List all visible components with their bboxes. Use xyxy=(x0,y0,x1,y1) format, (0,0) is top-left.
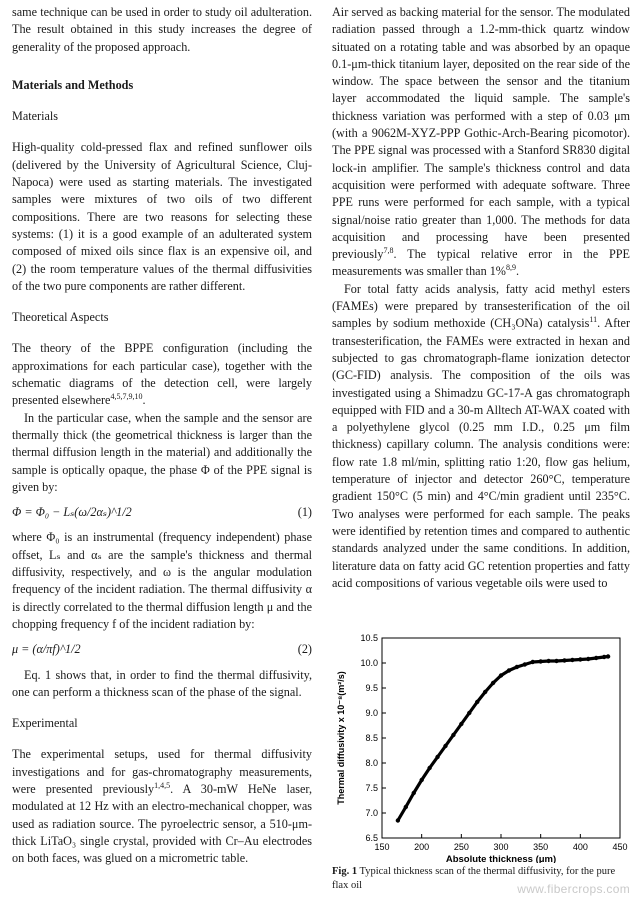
theory-paragraph-4: Eq. 1 shows that, in order to find the thermal diffusivity, one can perform a thickness scan of the phase of the signal. xyxy=(12,667,312,699)
y-tick-label: 10.0 xyxy=(360,658,378,668)
intro-paragraph: same technique can be used in order to study oil adulteration. The result obtained in this study increases the degree of generality of the proposed approach. xyxy=(12,5,312,54)
equation-2 xyxy=(12,641,312,658)
theory-paragraph-2: In the particular case, when the sample and the sensor are thermally thick (the geometrical thickness is larger than the thermal diffusion length in the material) and additionally the sample is optically opaque, the phase Φ of the PPE signal is given by: xyxy=(12,410,312,494)
series-line xyxy=(398,657,608,821)
experimental-paragraph: The experimental setups, used for thermal diffusivity investigations and for gas-chromatography measurements, were presented previously$^{1,4,5}$. A 30-mW HeNe laser, modulated at 12 Hz with an electro-mechanical chopper, was used as radiation source. The pyroelectric sensor, a 510-μm-thick LiTaO₃ single crystal, provided with Cr–Au electrodes on both faces, was glued on a micrometric table. xyxy=(12,747,313,866)
right-column xyxy=(332,4,630,592)
section-heading-materials-methods: Materials and Methods xyxy=(12,77,134,92)
x-tick-label: 450 xyxy=(612,842,628,852)
citation: 8,9 xyxy=(505,263,516,273)
equation-1 xyxy=(12,504,312,521)
equation-1-number: (1) xyxy=(297,505,312,520)
plot-frame xyxy=(382,638,620,838)
citation: 1,4,5 xyxy=(154,780,171,790)
x-tick-label: 250 xyxy=(453,842,469,852)
x-tick-label: 300 xyxy=(493,842,509,852)
subheading-experimental: Experimental xyxy=(12,716,78,731)
x-tick-label: 400 xyxy=(572,842,588,852)
fame-paragraph: For total fatty acids analysis, fatty acid methyl esters (FAMEs) were prepared by transesterification of the oil samples by sodium methoxide (CH₃ONa) catalysis$^{11}$. After transesterification, the FAMEs were extracted in hexan and subjected to gas chromatograph-flame ionization detector (GC-FID) analysis. The composition of the oils was investigated using a Shimadzu GC-17-A gas chromatograph equipped with FID and a 30-m Alltech AT-WAX coated with a polyethylene glycol (0.25 mm I.D., 0.25 μm film thickness) capillary column. The analysis conditions were: flow rate 1.8 ml/min, splitting ratio 1:20, flow gas helium, temperature of injector and detector 260°C, temperature gradient 150°C (5 min) and 4°C/min gradient until 235°C. Two analyses were performed for each sample. The peaks were identified by retention times and compared to authentic standards analyzed under the same conditions. In addition, literature data on fatty acid GC retention properties and fatty acid compositions of various vegetable oils were used to xyxy=(332,281,631,590)
y-tick-label: 7.5 xyxy=(365,783,378,793)
x-tick-label: 150 xyxy=(374,842,390,852)
y-tick-label: 9.5 xyxy=(365,683,378,693)
equation-2-number: (2) xyxy=(297,642,312,657)
figure-1-chart xyxy=(332,628,630,863)
theory-paragraph-3: where Φ₀ is an instrumental (frequency independent) phase offset, Lₛ and αₛ are the sample's thickness and thermal diffusivity, respectively, and ω is the angular modulation frequency of the incident radiation. The thermal diffusivity α is directly correlated to the thermal diffusion length μ and the chopping frequency f of the incident radiation by: xyxy=(12,530,312,631)
x-tick-label: 200 xyxy=(414,842,430,852)
materials-paragraph: High-quality cold-pressed flax and refined sunflower oils (delivered by the University of Agricultural Science, Cluj-Napoca) were used as starting materials. The investigated samples were mixtures of two oils of two different compositions. There are two reasons for selecting these systems: (1) it is a good example of an adulterated system composed of mixed oils since flax is an expensive oil, and (2) the room temperature values of the thermal diffusivities of the two pure components are rather different. xyxy=(12,140,312,293)
y-tick-label: 10.5 xyxy=(360,633,378,643)
chart-svg xyxy=(332,628,630,863)
watermark: www.fibercrops.com xyxy=(517,882,630,896)
theory-paragraph-1: The theory of the BPPE configuration (including the approximations for each particular case), together with the schematic diagrams of the detection cell, were largely presented elsewhere$^{4,5,7,9,10}$. xyxy=(12,341,312,408)
x-tick-label: 350 xyxy=(533,842,549,852)
caption-label: Fig. 1 xyxy=(332,866,358,877)
subheading-theory: Theoretical Aspects xyxy=(12,310,109,325)
y-tick-label: 7.0 xyxy=(365,808,378,818)
y-tick-label: 8.0 xyxy=(365,758,378,768)
x-axis-label: Absolute thickness (μm) xyxy=(445,854,557,863)
equation-2-body: μ = (α/πf)^1/2 xyxy=(12,642,81,657)
citation: 7,8 xyxy=(383,246,394,256)
citation: 11 xyxy=(589,315,598,325)
citation: 4,5,7,9,10 xyxy=(110,392,143,402)
y-tick-label: 6.5 xyxy=(365,833,378,843)
y-tick-label: 8.5 xyxy=(365,733,378,743)
setup-paragraph: Air served as backing material for the sensor. The modulated radiation passed through a 1.2-mm-thick quartz window situated on a rotating table and was absorbed by an opaque 0.1-μm-thick titanium layer, deposited on the rear side of the window. The space between the sensor and the titanium layer accommodated the liquid sample. The sample's thickness variation was performed with a step of 0.03 μm (with a 9062M-XYZ-PPP Gothic-Arch-Bearing picomotor). The PPE signal was processed with a Stanford SR830 digital lock-in amplifier. The sample's thickness control and data acquisition were performed with adequate software. Three PPE runs were performed for each sample, with a typical signal/noise ratio greater than 1,000. The methods for data acquisition and processing have been presented previously$^{7,8}$. The typical relative error in the PPE measurements was smaller than 1%$^{8,9}$. xyxy=(332,5,630,279)
equation-1-body: Φ = Φ₀ − Lₛ(ω/2αₛ)^1/2 xyxy=(12,505,132,520)
caption-text: Typical thickness scan of the thermal diffusivity, for the pure flax oil xyxy=(332,866,616,891)
left-column xyxy=(12,4,312,867)
y-axis-label: Thermal diffusivity x 10⁻⁸(m²/s) xyxy=(336,671,346,805)
y-tick-label: 9.0 xyxy=(365,708,378,718)
subheading-materials: Materials xyxy=(12,109,59,124)
